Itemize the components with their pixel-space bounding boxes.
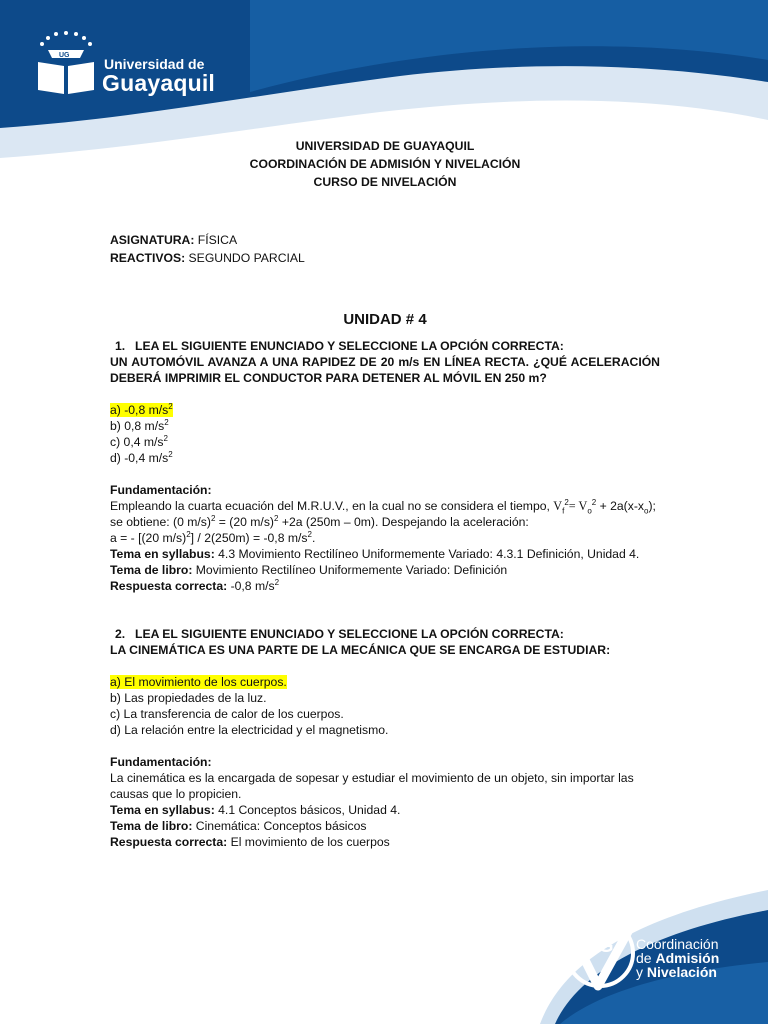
title-university: UNIVERSIDAD DE GUAYAQUIL <box>295 139 475 153</box>
highlighted-answer: a) -0,8 $m/s^2$ <box>110 401 173 417</box>
book-crest-icon <box>34 30 98 100</box>
question-2-number: 2. <box>115 627 126 641</box>
title-course: CURSO DE NIVELACIÓN <box>313 175 457 189</box>
footer-coordination-text <box>636 937 719 979</box>
logo-text-line1: Universidad de <box>104 56 205 72</box>
question-2-fund-text: La cinemática es la encargada de sopesar y estudiar el movimiento de un objeto, sin importar las causas que lo propicien. <box>110 771 634 801</box>
footer-line3: y Nivelación <box>636 964 717 980</box>
question-1-option-c: c) 0,4 $m/s^2$ <box>110 433 168 449</box>
question-2 <box>110 626 660 850</box>
question-1-statement: UN AUTOMÓVIL AVANZA A UNA RAPIDEZ DE 20 m/s EN LÍNEA RECTA. ¿QUÉ ACELERACIÓN DEBERÁ IMPRIMIR EL CONDUCTOR PARA DETENER AL MÓVIL EN 250 m? <box>110 355 660 385</box>
question-1-rationale <box>110 482 660 594</box>
question-2-fund-label: Fundamentación: <box>110 755 212 769</box>
reactivos-label: REACTIVOS: <box>110 251 186 265</box>
unit-title: UNIDAD # 4 <box>343 311 427 328</box>
question-1-instruction-line <box>110 338 660 354</box>
question-2-options <box>110 674 660 738</box>
question-1-options <box>110 402 660 466</box>
question-1-syllabus: Tema en syllabus: 4.3 Movimiento Rectilíneo Uniformemente Variado: 4.3.1 Definición, Unidad 4. <box>110 547 640 561</box>
question-2-option-c: c) La transferencia de calor de los cuerpos. <box>110 707 344 721</box>
ug-badge-text: UG <box>585 936 614 957</box>
question-2-instruction: LEA EL SIGUIENTE ENUNCIADO Y SELECCIONE LA OPCIÓN CORRECTA: <box>135 627 564 641</box>
question-1-answer: Respuesta correcta: -0,8 $m/s^2$ <box>110 577 280 593</box>
question-2-answer: Respuesta correcta: El movimiento de los cuerpos <box>110 835 390 849</box>
subject-label: ASIGNATURA: <box>110 233 195 247</box>
question-1-option-b: b) 0,8 $m/s^2$ <box>110 417 169 433</box>
footer-line1: Coordinación <box>636 936 719 952</box>
question-2-instruction-line <box>110 626 660 642</box>
question-2-option-d: d) La relación entre la electricidad y el magnetismo. <box>110 723 389 737</box>
logo-text-line2: Guayaquil <box>102 70 215 96</box>
question-1-option-a <box>110 402 660 418</box>
highlighted-answer: a) El movimiento de los cuerpos. <box>110 675 287 689</box>
question-1 <box>110 338 660 594</box>
document-body <box>110 138 660 850</box>
question-1-fund-text: Empleando la cuarta ecuación del M.R.U.V., en la cual no se considera el tiempo, $V_f^2= V_o^2 + 2a(x-x_o)$; se obtiene: (0 m/s)$^2$ = (20 m/s)$^2$ +2a (250m – 0m). Despejando la aceleración: <box>110 497 656 529</box>
question-2-syllabus: Tema en syllabus: 4.1 Conceptos básicos, Unidad 4. <box>110 803 401 817</box>
reactivos-value: SEGUNDO PARCIAL <box>185 251 305 265</box>
question-1-instruction: LEA EL SIGUIENTE ENUNCIADO Y SELECCIONE LA OPCIÓN CORRECTA: <box>135 339 564 353</box>
subject-line <box>110 232 660 248</box>
question-1-book: Tema de libro: Movimiento Rectilíneo Uniformemente Variado: Definición <box>110 563 508 577</box>
footer-line2: de Admisión <box>636 950 720 966</box>
question-2-rationale <box>110 754 660 850</box>
question-1-number: 1. <box>115 339 126 353</box>
question-1-option-d: d) -0,4 $m/s^2$ <box>110 449 173 465</box>
question-2-option-a <box>110 674 660 690</box>
reactivos-line <box>110 250 660 266</box>
subject-value: FÍSICA <box>194 233 238 247</box>
logo-monogram: UG <box>59 52 70 59</box>
question-1-fund-label: Fundamentación: <box>110 483 212 497</box>
question-1-fund-equation: a = - [(20 m/s)$^2$] / 2(250m) = -0,8 $m/s^2$. <box>110 529 316 545</box>
question-2-option-b: b) Las propiedades de la luz. <box>110 691 267 705</box>
question-2-book: Tema de libro: Cinemática: Conceptos básicos <box>110 819 367 833</box>
question-2-statement: LA CINEMÁTICA ES UNA PARTE DE LA MECÁNICA QUE SE ENCARGA DE ESTUDIAR: <box>110 643 611 657</box>
title-coordination: COORDINACIÓN DE ADMISIÓN Y NIVELACIÓN <box>249 157 521 171</box>
